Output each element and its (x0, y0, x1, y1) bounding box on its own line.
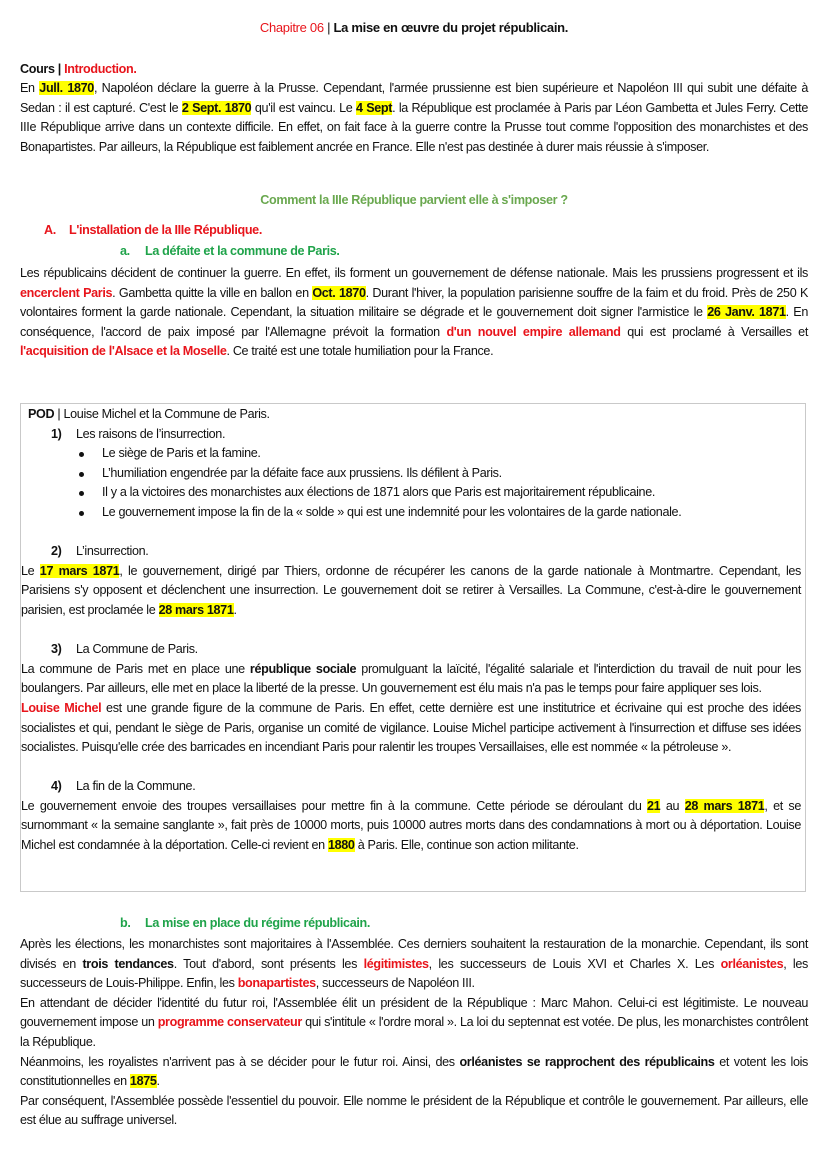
pod-section-1-heading (28, 425, 800, 445)
text: , le gouvernement, dirigé par Thiers, ordonne de récupérer les canons de la garde nationale à Montmartre. Cependant, les Parisiens s'y opposent et déclenchent une insurrection. Le gouvernement doit se retirer à Versailles. La Commune, c'est-à-dire le gouvernement parisien, est proclamée le (21, 563, 801, 617)
pod-title (28, 405, 800, 425)
date-highlight: 26 Janv. 1871 (707, 305, 786, 320)
chapter-title (0, 20, 828, 35)
date-highlight: Oct. 1870 (312, 285, 366, 300)
text: . Gambetta quitte la ville en ballon en (112, 285, 313, 300)
date-highlight: 1875 (129, 1074, 157, 1089)
text: Le gouvernement envoie des troupes versaillaises pour mettre fin à la commune. Cette période se déroulant du (21, 798, 648, 813)
key-term: légitimistes (363, 956, 429, 971)
key-term: trois tendances (82, 956, 174, 971)
pod-section-2-paragraph (21, 562, 801, 621)
key-term: république sociale (249, 661, 357, 676)
text: Néanmoins, les royalistes n'arrivent pas à se décider pour le futur roi. Ainsi, des (20, 1054, 460, 1069)
problematique: Comment la IIIe République parvient elle à s'imposer ? (260, 193, 568, 207)
pod-label: POD (28, 407, 55, 421)
key-term: l'acquisition de l'Alsace et la Moselle (20, 344, 227, 359)
text: à Paris. Elle, continue son action militante. (354, 838, 579, 853)
key-term: d'un nouvel empire allemand (446, 324, 621, 339)
list-item: L’humiliation engendrée par la défaite face aux prussiens. Ils défilent à Paris. (28, 464, 800, 484)
list-item: Il y a la victoires des monarchistes aux élections de 1871 alors que Paris est majoritairement républicaine. (28, 483, 800, 503)
intro-heading-text: Introduction. (64, 62, 137, 76)
subsection-a-heading (120, 242, 340, 262)
subsection-b-heading (120, 914, 370, 934)
pod-content (21, 405, 801, 856)
pod-section-2-heading (28, 542, 800, 562)
subsection-b-paragraph-2 (20, 994, 808, 1053)
text: au (660, 798, 685, 813)
pod-title-text: Louise Michel et la Commune de Paris. (63, 407, 270, 421)
pod-section-3-heading (28, 640, 800, 660)
text: . Tout d'abord, sont présents les (173, 956, 364, 971)
text: . Ce traité est une totale humiliation pour la France. (226, 344, 494, 359)
text: . En conséquence, l'accord de paix imposé par l'Allemagne prévoit la formation (20, 305, 808, 339)
pod-section-3-paragraph-2 (21, 699, 801, 758)
pod-section-4-paragraph (21, 797, 801, 856)
section-a-marker: A. (44, 223, 56, 237)
key-term: Louise Michel (21, 700, 102, 715)
text: La commune de Paris met en place une (21, 661, 250, 676)
chapter-title-text: La mise en œuvre du projet républicain. (333, 20, 569, 35)
text: qui est proclamé à Versailles et (620, 324, 808, 339)
text: Le (21, 563, 40, 578)
key-term: orléanistes (720, 956, 784, 971)
pod-separator: | (54, 407, 64, 421)
text: En (20, 81, 40, 95)
date-highlight: 28 mars 1871 (684, 798, 765, 813)
reasons-list (28, 444, 800, 522)
pod-section-3-paragraph-1 (21, 660, 801, 699)
date-highlight: 21 (647, 798, 661, 813)
date-highlight: 4 Sept (355, 100, 393, 115)
section-a-title: L'installation de la IIIe République. (69, 223, 262, 237)
text: promulguant la laïcité, l'égalité salariale et l'interdiction du travail de nuit pour les boulangers. Par ailleurs, elle met en place la liberté de la presse. Un gouvernement est élu mais n'a pas le temps pour faire appliquer ses lois. (21, 661, 801, 696)
text: . (233, 602, 237, 617)
pod-section-4-heading (28, 777, 800, 797)
key-term: encerclent Paris (20, 285, 113, 300)
section-title: La Commune de Paris. (76, 642, 198, 657)
list-item: Le gouvernement impose la fin de la « solde » qui est une indemnité pour les volontaires de la garde nationale. (28, 503, 800, 523)
list-item: Le siège de Paris et la famine. (28, 444, 800, 464)
subsection-a-title: La défaite et la commune de Paris. (145, 244, 340, 258)
title-separator: | (323, 20, 334, 35)
section-title: La fin de la Commune. (76, 779, 196, 794)
text: . la République est proclamée à Paris par Léon Gambetta et Jules Ferry. Cette IIIe République arrive dans un contexte difficile. En effet, on fait face à la guerre contre la Prusse tout comme l'opposition des monarchistes et des Bonapartistes. Par ailleurs, la République est faiblement ancrée en France. Elle n'est pas destinée à durer mais réussie à s'imposer. (20, 100, 808, 154)
section-number: 1) (51, 426, 62, 441)
subsection-b-paragraph-1 (20, 935, 808, 994)
section-number: 2) (51, 544, 62, 559)
spacer (28, 758, 800, 778)
date-highlight: Jull. 1870 (39, 81, 94, 95)
section-number: 4) (51, 779, 62, 794)
text: , les successeurs de Louis-Philippe. Enfin, les (20, 956, 808, 991)
text: Les républicains décident de continuer la guerre. En effet, ils forment un gouvernement de défense nationale. Mais les prussiens progressent et ils (20, 266, 808, 280)
date-highlight: 17 mars 1871 (39, 563, 120, 578)
date-highlight: 2 Sept. 1870 (181, 100, 252, 115)
text: qui s'intitule « l'ordre moral ». La loi du septennat est votée. De plus, les monarchistes contrôlent la République. (20, 1015, 808, 1049)
section-title: L’insurrection. (76, 544, 149, 559)
text: , les successeurs de Louis XVI et Charles X. Les (428, 956, 721, 971)
key-term: bonapartistes (237, 976, 316, 991)
text: En attendant de décider l'identité du futur roi, l'Assemblée élit un président de la République : Marc Mahon. Celui-ci est légitimiste. Le nouveau gouvernement impose un (20, 995, 808, 1030)
section-number: 3) (51, 642, 62, 657)
section-a-heading (44, 221, 262, 241)
subsection-b-paragraph-4: Par conséquent, l'Assemblée possède l'essentiel du pouvoir. Elle nomme le président de la République et contrôle le gouvernement. Par ailleurs, elle est élue au suffrage universel. (20, 1093, 808, 1128)
spacer (28, 621, 800, 641)
text: , successeurs de Napoléon III. (315, 976, 475, 991)
text: et votent les lois constitutionnelles en (20, 1054, 808, 1089)
key-term: orléanistes se rapprochent des républicains (459, 1054, 715, 1069)
subsection-a-paragraph (20, 264, 808, 362)
intro-paragraph (20, 79, 808, 157)
text: . (156, 1074, 160, 1089)
text: est une grande figure de la commune de Paris. En effet, cette dernière est une institutrice et écrivaine qui est proche des idées socialistes et qui, pendant le siège de Paris, organise un comité de vigilance. Louise Michel participe activement à l'insurrection et diffuse ses idées socialistes. Puisqu'elle crée des barricades en incendiant Paris pour ralentir les troupes Versaillaises, elle est nommée « la pétroleuse ». (21, 700, 801, 755)
date-highlight: 28 mars 1871 (158, 602, 234, 617)
subsection-a-marker: a. (120, 244, 130, 258)
text: , et se surnommant « la semaine sanglante », fait près de 10000 morts, puis 10000 autres morts dans des condamnations à mort ou à déportation. Louise Michel est condamnée à la déportation. Celle-ci revient en (21, 798, 801, 853)
subsection-b-paragraph-3 (20, 1053, 808, 1092)
subsection-b-marker: b. (120, 916, 131, 930)
text: qu'il est vaincu. Le (251, 100, 356, 115)
section-title: Les raisons de l’insurrection. (76, 426, 226, 441)
intro-heading (20, 60, 808, 80)
text: , Napoléon déclare la guerre à la Prusse. Cependant, l'armée prussienne est bien supérieure et Napoléon III qui subit une défaite à Sedan : il est capturé. C'est le (20, 81, 808, 115)
pod-box (20, 403, 806, 892)
key-term: programme conservateur (157, 1015, 302, 1030)
subsection-b-title: La mise en place du régime républicain. (145, 916, 371, 930)
subsection-b-body (20, 935, 808, 1131)
date-highlight: 1880 (327, 838, 355, 853)
chapter-number: Chapitre 06 (259, 20, 324, 35)
cours-label: Cours (20, 62, 55, 76)
spacer (28, 523, 800, 543)
intro-separator: | (54, 62, 65, 76)
text: Après les élections, les monarchistes sont majoritaires à l'Assemblée. Ces derniers souhaitent la restauration de la monarchie. Cependant, ils sont divisés en (20, 937, 808, 971)
text: . Durant l'hiver, la population parisienne souffre de la faim et du froid. Près de 250 K volontaires forment la garde nationale. Cependant, la situation militaire se dégrade et le gouvernement doit signer l'armistice le (20, 285, 808, 320)
